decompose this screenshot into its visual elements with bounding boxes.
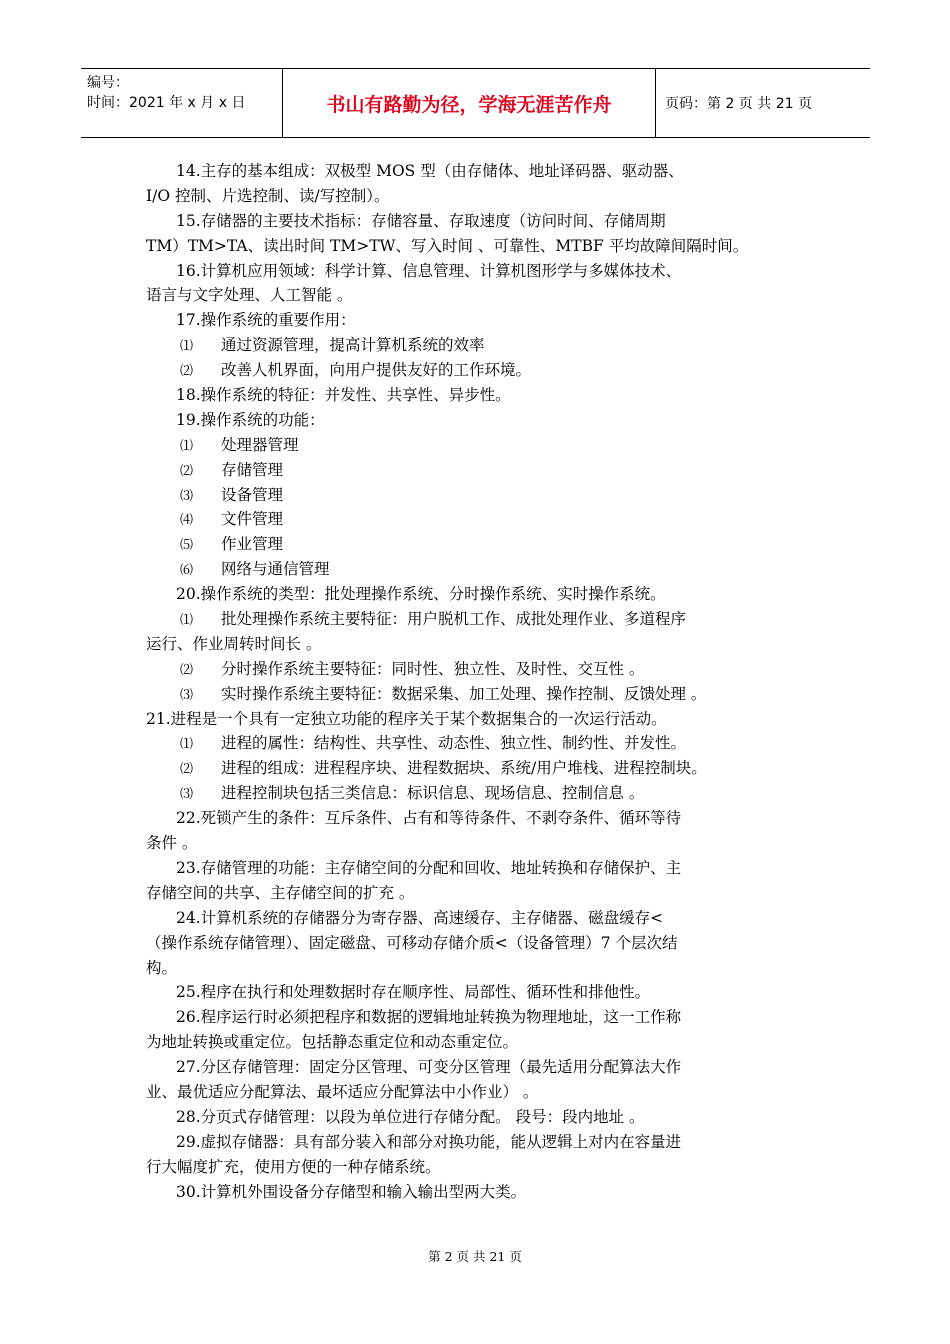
line-text: 14.主存的基本组成：双极型 MOS 型（由存储体、地址译码器、驱动器、 [176, 162, 684, 180]
item-number: ⑵ [180, 662, 194, 678]
header-meta [87, 73, 277, 113]
text-line [146, 283, 826, 308]
text-line [146, 856, 826, 881]
line-text: 网络与通信管理 [221, 560, 330, 579]
item-number: ⑴ [180, 613, 194, 629]
header-divider [655, 69, 656, 137]
text-line [146, 159, 826, 184]
text-line [146, 682, 826, 707]
line-text: 条件 。 [146, 834, 198, 853]
line-text: （操作系统存储管理）、固定磁盘、可移动存储介质<（设备管理）7 个层次结 [146, 933, 678, 952]
body-text [146, 159, 826, 1204]
line-text: 17.操作系统的重要作用： [176, 311, 356, 330]
date-label: 时间：2021 年 x 月 x 日 [87, 95, 246, 111]
line-text: 作业管理 [221, 535, 284, 554]
item-number: ⑶ [180, 488, 194, 504]
text-line [146, 1005, 826, 1030]
text-line [146, 1130, 826, 1155]
text-line [146, 358, 826, 383]
item-number: ⑴ [180, 438, 194, 454]
header-table [81, 68, 870, 138]
line-text: 构。 [146, 958, 178, 977]
text-line [146, 607, 826, 632]
line-text: 批处理操作系统主要特征：用户脱机工作、成批处理作业、多道程序 [221, 610, 687, 629]
text-line [146, 931, 826, 956]
line-text: 通过资源管理，提高计算机系统的效率 [221, 336, 485, 355]
page-footer: 第 2 页 共 21 页 [428, 1249, 522, 1264]
text-line [146, 483, 826, 508]
number-label: 编号： [87, 75, 129, 91]
text-line [146, 1055, 826, 1080]
text-line [146, 731, 826, 756]
text-line [146, 1030, 826, 1055]
line-text: 18.操作系统的特征：并发性、共享性、异步性。 [176, 386, 511, 405]
line-text: 文件管理 [221, 510, 284, 529]
text-line [146, 906, 826, 931]
header-motto: 书山有路勤为径，学海无涯苦作舟 [326, 93, 612, 116]
item-number: ⑵ [180, 364, 194, 380]
line-text: 28.分页式存储管理：以段为单位进行存储分配。 段号：段内地址 。 [176, 1107, 645, 1126]
line-text: 进程的属性：结构性、共享性、动态性、独立性、制约性、并发性。 [221, 734, 687, 753]
line-text: 30.计算机外围设备分存储型和输入输出型两大类。 [176, 1182, 527, 1201]
line-text: 语言与文字处理、人工智能 。 [146, 286, 353, 305]
item-number: ⑵ [180, 762, 194, 778]
text-line [146, 582, 826, 607]
line-text: 25.程序在执行和处理数据时存在顺序性、局部性、循环性和排他性。 [176, 983, 651, 1002]
text-line [146, 1180, 826, 1205]
line-text: 16.计算机应用领域：科学计算、信息管理、计算机图形学与多媒体技术、 [176, 261, 682, 280]
text-line [146, 1080, 826, 1105]
line-text: 业、最优适应分配算法、最坏适应分配算法中小作业） 。 [146, 1082, 539, 1101]
text-line [146, 333, 826, 358]
line-text: 23.存储管理的功能：主存储空间的分配和回收、地址转换和存储保护、主 [176, 858, 682, 877]
line-text: 实时操作系统主要特征：数据采集、加工处理、操作控制、反馈处理 。 [221, 684, 707, 703]
line-text: 设备管理 [221, 485, 284, 504]
text-line [146, 458, 826, 483]
line-text: 21.进程是一个具有一定独立功能的程序关于某个数据集合的一次运行活动。 [146, 709, 667, 728]
line-text: 为地址转换或重定位。包括静态重定位和动态重定位。 [146, 1033, 519, 1052]
text-line [146, 707, 826, 732]
item-number: ⑸ [180, 538, 194, 554]
line-text: 存储空间的共享、主存储空间的扩充 。 [146, 883, 415, 902]
header-page-info: 页码：第 2 页 共 21 页 [665, 96, 812, 112]
text-line [146, 408, 826, 433]
text-line [146, 632, 826, 657]
text-line [146, 806, 826, 831]
line-text: 19.操作系统的功能： [176, 410, 325, 429]
line-text: 15.存储器的主要技术指标：存储容量、存取速度（访问时间、存储周期 [176, 211, 666, 230]
text-line [146, 980, 826, 1005]
text-line [146, 1105, 826, 1130]
line-text: 20.操作系统的类型：批处理操作系统、分时操作系统、实时操作系统。 [176, 585, 666, 604]
text-line [146, 657, 826, 682]
item-number: ⑶ [180, 687, 194, 703]
text-line [146, 956, 826, 981]
line-text: 26.程序运行时必须把程序和数据的逻辑地址转换为物理地址，这一工作称 [176, 1008, 682, 1027]
line-text: 存储管理 [221, 460, 284, 479]
item-number: ⑴ [180, 339, 194, 355]
text-line [146, 831, 826, 856]
line-text: 运行、作业周转时间长 。 [146, 634, 322, 653]
text-line [146, 532, 826, 557]
text-line [146, 383, 826, 408]
item-number: ⑵ [180, 463, 194, 479]
item-number: ⑴ [180, 737, 194, 753]
text-line [146, 781, 826, 806]
text-line [146, 507, 826, 532]
line-text: 分时操作系统主要特征：同时性、独立性、及时性、交互性 。 [221, 659, 645, 678]
line-text: 22.死锁产生的条件：互斥条件、占有和等待条件、不剥夺条件、循环等待 [176, 809, 682, 828]
line-text: 29.虚拟存储器：具有部分装入和部分对换功能，能从逻辑上对内在容量进 [176, 1132, 682, 1151]
text-line [146, 1155, 826, 1180]
text-line [146, 308, 826, 333]
line-text: TM）TM>TA、读出时间 TM>TW、写入时间 、可靠性、MTBF 平均故障间隔时间。 [146, 236, 749, 255]
item-number: ⑹ [180, 563, 194, 579]
text-line [146, 756, 826, 781]
text-line [146, 433, 826, 458]
text-line [146, 234, 826, 259]
text-line [146, 184, 826, 209]
text-line [146, 557, 826, 582]
item-number: ⑶ [180, 787, 194, 803]
line-text: I/O 控制、片选控制、读/写控制）。 [146, 186, 390, 205]
line-text: 行大幅度扩充，使用方便的一种存储系统。 [146, 1157, 441, 1176]
line-text: 处理器管理 [221, 435, 299, 454]
item-number: ⑷ [180, 513, 194, 529]
line-text: 进程控制块包括三类信息：标识信息、现场信息、控制信息 。 [221, 784, 645, 803]
line-text: 24.计算机系统的存储器分为寄存器、高速缓存、主存储器、磁盘缓存< [176, 908, 664, 927]
line-text: 改善人机界面，向用户提供友好的工作环境。 [221, 361, 532, 380]
line-text: 进程的组成：进程程序块、进程数据块、系统/用户堆栈、进程控制块。 [221, 759, 707, 778]
text-line [146, 881, 826, 906]
line-text: 27.分区存储管理：固定分区管理、可变分区管理（最先适用分配算法大作 [176, 1058, 682, 1077]
text-line [146, 259, 826, 284]
text-line [146, 209, 826, 234]
